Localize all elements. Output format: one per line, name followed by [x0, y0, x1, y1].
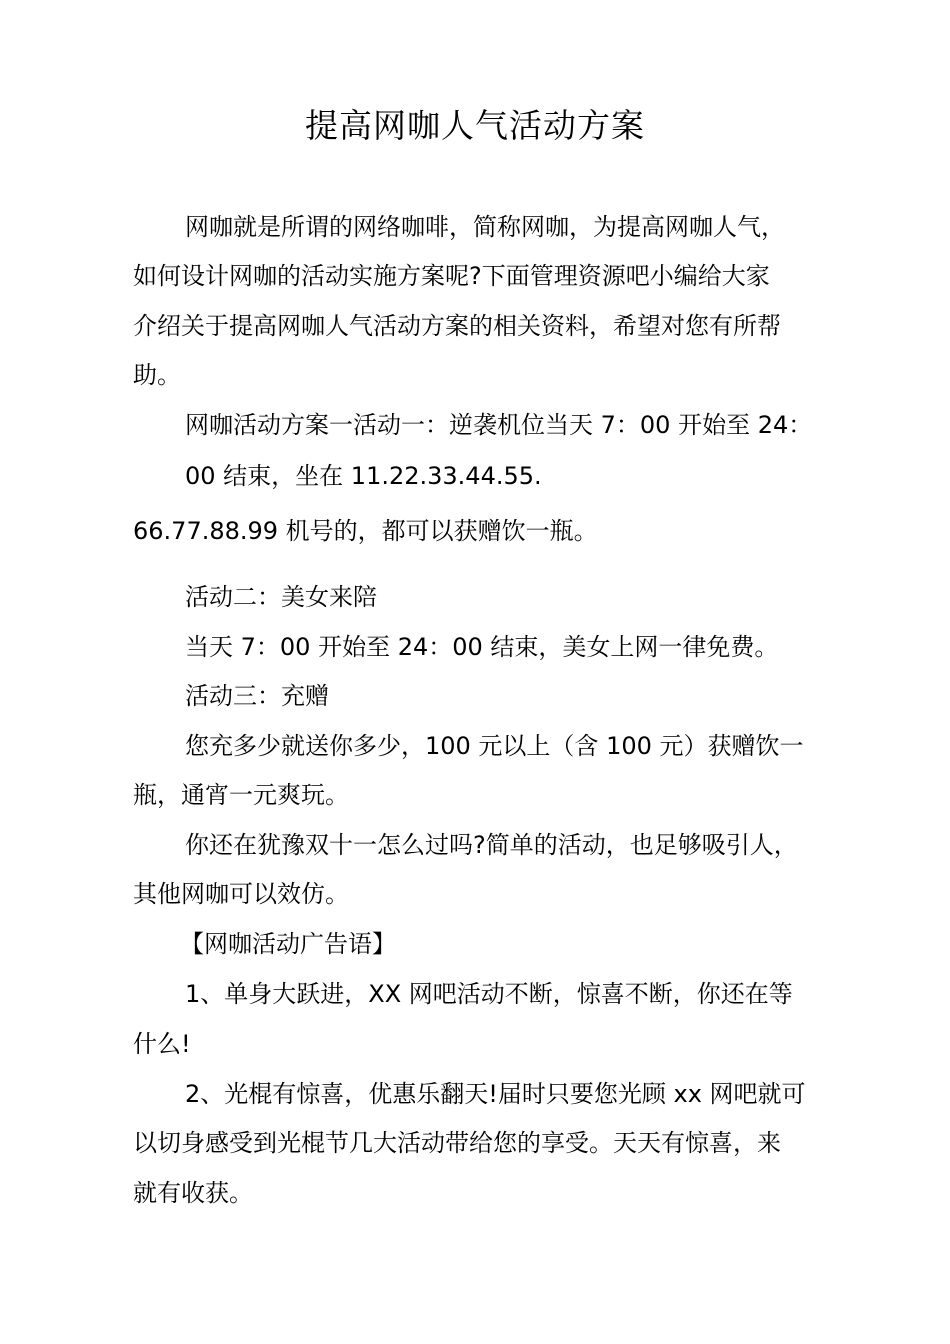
document-title: 提高网咖人气活动方案	[305, 106, 645, 145]
paragraph-line: 2、光棍有惊喜，优惠乐翻天!届时只要您光顾 xx 网吧就可	[185, 1080, 806, 1108]
paragraph-line: 网咖就是所谓的网络咖啡，简称网咖，为提高网咖人气，	[185, 213, 785, 241]
paragraph-line: 什么!	[133, 1030, 191, 1058]
paragraph-line: 网咖活动方案一活动一：逆袭机位当天 7：00 开始至 24：	[185, 411, 813, 439]
paragraph-line: 66.77.88.99 机号的，都可以获赠饮一瓶。	[133, 517, 598, 545]
paragraph-line: 瓶，通宵一元爽玩。	[133, 781, 349, 809]
paragraph-line: 你还在犹豫双十一怎么过吗?简单的活动，也足够吸引人，	[185, 831, 798, 859]
paragraph-line: 就有收获。	[133, 1179, 253, 1207]
paragraph-line: 如何设计网咖的活动实施方案呢?下面管理资源吧小编给大家	[133, 262, 770, 290]
paragraph-line: 活动二：美女来陪	[185, 583, 377, 611]
paragraph-line: 【网咖活动广告语】	[180, 930, 396, 958]
paragraph-line: 其他网咖可以效仿。	[133, 880, 349, 908]
paragraph-line: 00 结束，坐在 11.22.33.44.55.	[185, 462, 542, 490]
paragraph-line: 助。	[133, 361, 181, 389]
paragraph-line: 1、单身大跃进，XX 网吧活动不断，惊喜不断，你还在等	[185, 980, 793, 1008]
paragraph-line: 当天 7：00 开始至 24：00 结束，美女上网一律免费。	[185, 633, 779, 661]
paragraph-line: 您充多少就送你多少，100 元以上（含 100 元）获赠饮一	[185, 732, 804, 760]
paragraph-line: 介绍关于提高网咖人气活动方案的相关资料，希望对您有所帮	[133, 312, 781, 340]
paragraph-line: 活动三：充赠	[185, 682, 329, 710]
paragraph-line: 以切身感受到光棍节几大活动带给您的享受。天天有惊喜，来	[133, 1129, 781, 1157]
